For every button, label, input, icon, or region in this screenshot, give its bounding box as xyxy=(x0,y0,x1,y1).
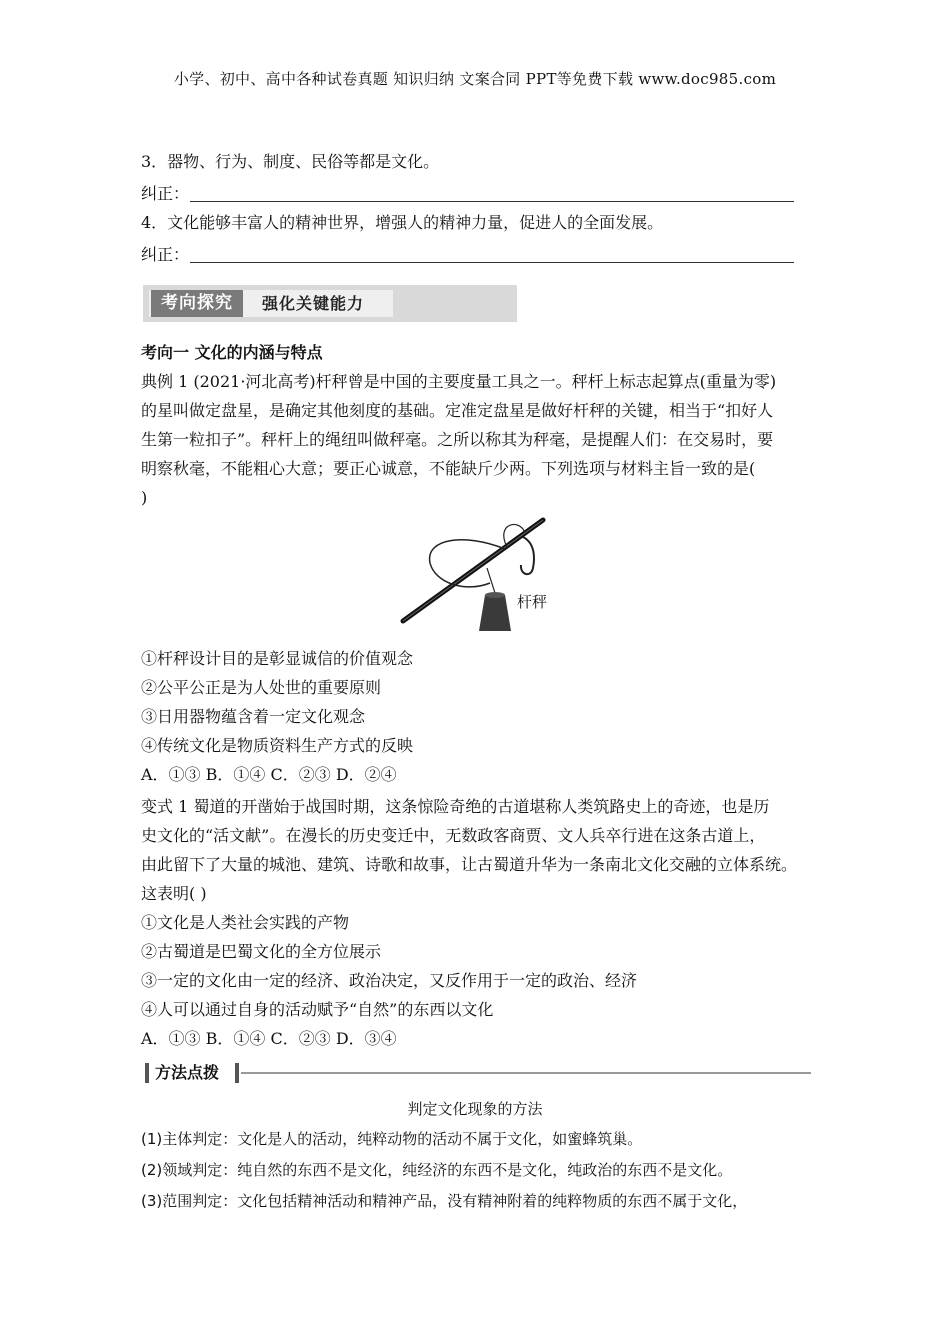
example-option: ②公平公正是为人处世的重要原则 xyxy=(141,678,382,697)
section-banner xyxy=(143,285,517,322)
item-4: 4．文化能够丰富人的精神世界，增强人的精神力量，促进人的全面发展。 xyxy=(141,213,664,232)
figure-caption: 杆秤 xyxy=(517,593,548,611)
method-line: (3)范围判定：文化包括精神活动和精神产品，没有精神附着的纯粹物质的东西不属于文化， xyxy=(141,1192,748,1210)
page-header: 小学、初中、高中各种试卷真题 知识归纳 文案合同 PPT等免费下载 www.doc985.com xyxy=(173,70,777,88)
variant-line: 由此留下了大量的城池、建筑、诗歌和故事，让古蜀道升华为一条南北文化交融的立体系统。 xyxy=(141,855,798,874)
variant-line: 这表明( ) xyxy=(141,884,207,903)
example-line: 明察秋毫，不能粗心大意；要正心诚意，不能缺斤少两。下列选项与材料主旨一致的是( xyxy=(141,459,756,478)
correction-blank-4 xyxy=(190,262,794,263)
section-title: 考向一 文化的内涵与特点 xyxy=(141,343,323,362)
variant-option: ④人可以通过自身的活动赋予“自然”的东西以文化 xyxy=(141,1000,494,1019)
method-line: (1)主体判定：文化是人的活动，纯粹动物的活动不属于文化，如蜜蜂筑巢。 xyxy=(141,1130,643,1148)
banner-tag: 考向探究 xyxy=(151,290,243,317)
variant-option: ③一定的文化由一定的经济、政治决定，又反作用于一定的政治、经济 xyxy=(141,971,638,990)
correction-blank-3 xyxy=(190,201,794,202)
method-label: 方法点拨 xyxy=(155,1063,220,1082)
steelyard-figure xyxy=(395,513,565,645)
example-choices: A．①③ B．①④ C．②③ D．②④ xyxy=(141,765,397,784)
example-line: 生第一粒扣子”。秤杆上的绳纽叫做秤毫。之所以称其为秤毫，是提醒人们：在交易时，要 xyxy=(141,430,774,449)
example-line: 的星叫做定盘星，是确定其他刻度的基础。定准定盘星是做好杆秤的关键，相当于“扣好人 xyxy=(141,401,774,420)
method-title: 判定文化现象的方法 xyxy=(407,1100,543,1118)
banner-subtitle: 强化关键能力 xyxy=(261,294,364,313)
method-header xyxy=(143,1058,811,1088)
example-line: ) xyxy=(141,488,148,507)
example-option: ③日用器物蕴含着一定文化观念 xyxy=(141,707,366,726)
method-bar xyxy=(145,1063,149,1083)
variant-line: 变式 1 蜀道的开凿始于战国时期，这条惊险奇绝的古道堪称人类筑路史上的奇迹，也是历 xyxy=(141,797,770,816)
variant-choices: A．①③ B．①④ C．②③ D．③④ xyxy=(141,1029,397,1048)
method-rule xyxy=(241,1072,811,1074)
correction-label-4: 纠正： xyxy=(141,245,190,264)
correction-label-3: 纠正： xyxy=(141,184,190,203)
example-line: 典例 1 (2021·河北高考)杆秤曾是中国的主要度量工具之一。秤杆上标志起算点(重量为零) xyxy=(141,372,777,391)
item-3: 3．器物、行为、制度、民俗等都是文化。 xyxy=(141,152,440,171)
example-option: ④传统文化是物质资料生产方式的反映 xyxy=(141,736,414,755)
variant-line: 史文化的“活文献”。在漫长的历史变迁中，无数政客商贾、文人兵卒行进在这条古道上， xyxy=(141,826,766,845)
example-option: ①杆秤设计目的是彰显诚信的价值观念 xyxy=(141,649,414,668)
variant-option: ②古蜀道是巴蜀文化的全方位展示 xyxy=(141,942,382,961)
method-line: (2)领域判定：纯自然的东西不是文化，纯经济的东西不是文化，纯政治的东西不是文化。 xyxy=(141,1161,733,1179)
method-bar xyxy=(235,1063,239,1083)
steelyard-illustration xyxy=(395,513,565,645)
variant-option: ①文化是人类社会实践的产物 xyxy=(141,913,350,932)
